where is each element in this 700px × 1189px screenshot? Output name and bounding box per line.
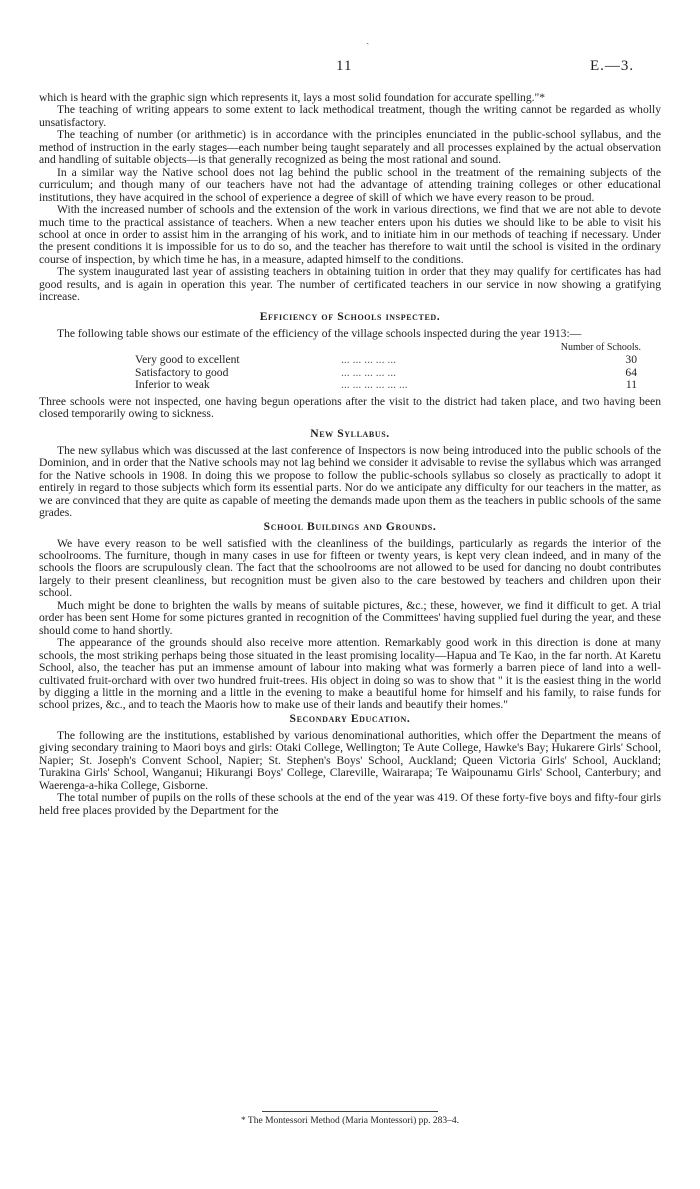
row-label: Very good to excellent [135,353,240,367]
paragraph: The following are the institutions, established by various denominational authorities, which offer the Department the means of giving secondary training to Maori boys and girls: Otaki College, Wellington; Te Aute College, Hawke's Bay; Hukarere Girls' School, Napier; St. Joseph's Convent School, Napier; St. Stephen's Boys' School, Auckland; Queen Victoria Girls' School, Auckland; Turakina Girls' School, Wanganui; Hikurangi Boys' College, Clareville, Wairarapa; Te Waipounamu Girls' School, Canterbury; and Waerenga-a-hika College, Gisborne. [39,728,661,792]
paragraph: Much might be done to brighten the walls by means of suitable pictures, &c.; these, however, we find it difficult to get. A trial order has been sent Home for some pictures granted in recognition of the Committees' having supplied fuel during the year, and these should come to hand shortly. [39,598,661,637]
section-heading-secondary: Secondary Education. [289,711,411,725]
row-value: 64 [625,365,637,379]
row-label: Inferior to weak [135,378,210,392]
paragraph: The teaching of writing appears to some extent to lack methodical treatment, though the writing cannot be regarded as wholly unsatisfactory. [39,103,661,129]
paragraph: With the increased number of schools and the extension of the work in various directions, we find that we are not able to devote much time to the practical assistance of teachers. When a new teacher enters upon his duties we should like to be able to visit his school at once in order to assist him in the arranging of his work, and to initiate him in our methods of teaching if necessary. Under the present conditions it is impossible for us to do so, and the teacher has therefore to wait until the school is visited in the ordinary course of inspection, by which time he has, in a measure, adapted himself to the conditions. [39,203,661,266]
section-heading-buildings: School Buildings and Grounds. [263,519,437,533]
paragraph: The total number of pupils on the rolls of these schools at the end of the year was 419. Of these forty-five boys and fifty-four girls held free places provided by the Department for the [39,791,661,817]
table-row [39,354,661,367]
paragraph: The teaching of number (or arithmetic) is in accordance with the principles enunciated in the public-school syllabus, and the method of instruction in the early stages—each number being taught separately and all processes explained by the actual observation and handling of suitable objects—is that generally recognized as being the most rational and sound. [39,128,661,167]
efficiency-table [39,342,661,392]
paragraph: In a similar way the Native school does not lag behind the public school in the treatment of the remaining subjects of the curriculum; and though many of our teachers have not had the advantage of attending training colleges or other educational institutions, they have acquired in the school of experience a degree of skill of which we have every reason to be proud. [39,165,661,204]
leader-dots: ... ... ... ... ... [341,365,397,379]
scan-mark: ˎ [366,34,370,45]
row-value: 30 [625,353,637,367]
paragraph: The system inaugurated last year of assisting teachers in obtaining tuition in order that they may qualify for certificates has had good results, and is again in operation this year. The number of certificated teachers in our service in now showing a gratifying increase. [39,265,661,304]
paragraph: The following table shows our estimate of the efficiency of the village schools inspected during the year 1913:— [57,326,582,340]
body-text [39,92,661,817]
footnote: * The Montessori Method (Maria Montessori) pp. 283–4. [240,1116,460,1126]
table-row [39,379,661,392]
section-heading-syllabus: New Syllabus. [310,426,390,440]
document-reference: E.—3. [590,58,635,74]
paragraph: We have every reason to be well satisfied with the cleanliness of the buildings, particularly as regards the interior of the schoolrooms. The furniture, though in many cases in use for fifteen or twenty years, is kept very clean indeed, and in many of the schools the floors are scrupulously clean. The fact that the schoolrooms are not allowed to be used for dancing no doubt contributes largely to their present cleanliness, but recognition must be given also to the care bestowed by teachers and children upon their school. [39,536,661,600]
footnote-divider [262,1111,438,1112]
paragraph: Three schools were not inspected, one having begun operations after the visit to the district had taken place, and two having been closed temporarily owing to sickness. [39,394,661,421]
section-heading-efficiency: Efficiency of Schools inspected. [259,309,441,323]
leader-dots: ... ... ... ... ... ... [341,378,408,392]
row-value: 11 [625,378,637,392]
paragraph: The new syllabus which was discussed at the last conference of Inspectors is now being introduced into the public schools of the Dominion, and in order that the Native schools may not lag behind we consider it advisable to revise the syllabus which was arranged for the Native schools in 1908. In doing this we propose to follow the public-schools syllabus so closely as practically to adopt it entirely in regard to those subjects which form its essential parts. Nor do we anticipate any difficulty for our teachers in the matter, as we are convinced that they are quite as capable of meeting the demands made upon them as the teachers in public schools of the same grades. [39,443,661,520]
row-label: Satisfactory to good [135,365,229,379]
leader-dots: ... ... ... ... ... [341,353,397,367]
paragraph: The appearance of the grounds should also receive more attention. Remarkably good work in this direction is done at many schools, the most striking perhaps being those situated in the least promising locality—Hapua and Te Kao, in the far north. At Karetu School, also, the teacher has put an immense amount of labour into making what was formerly a barren piece of land into a well-cultivated fruit-orchard with over two hundred fruit-trees. His object in doing so was to show that " it is the easiest thing in the world by digging a little in the morning and a little in the evening to make a beautiful home for himself and his family, to raise funds for school prizes, &c., and to teach the Maoris how to make use of their lands and beautify their homes." [39,636,661,712]
paragraph: which is heard with the graphic sign which represents it, lays a most solid foundation for accurate spelling."* [39,91,546,104]
page-number: 11 [336,58,353,74]
table-column-header: Number of Schools. [560,342,641,354]
